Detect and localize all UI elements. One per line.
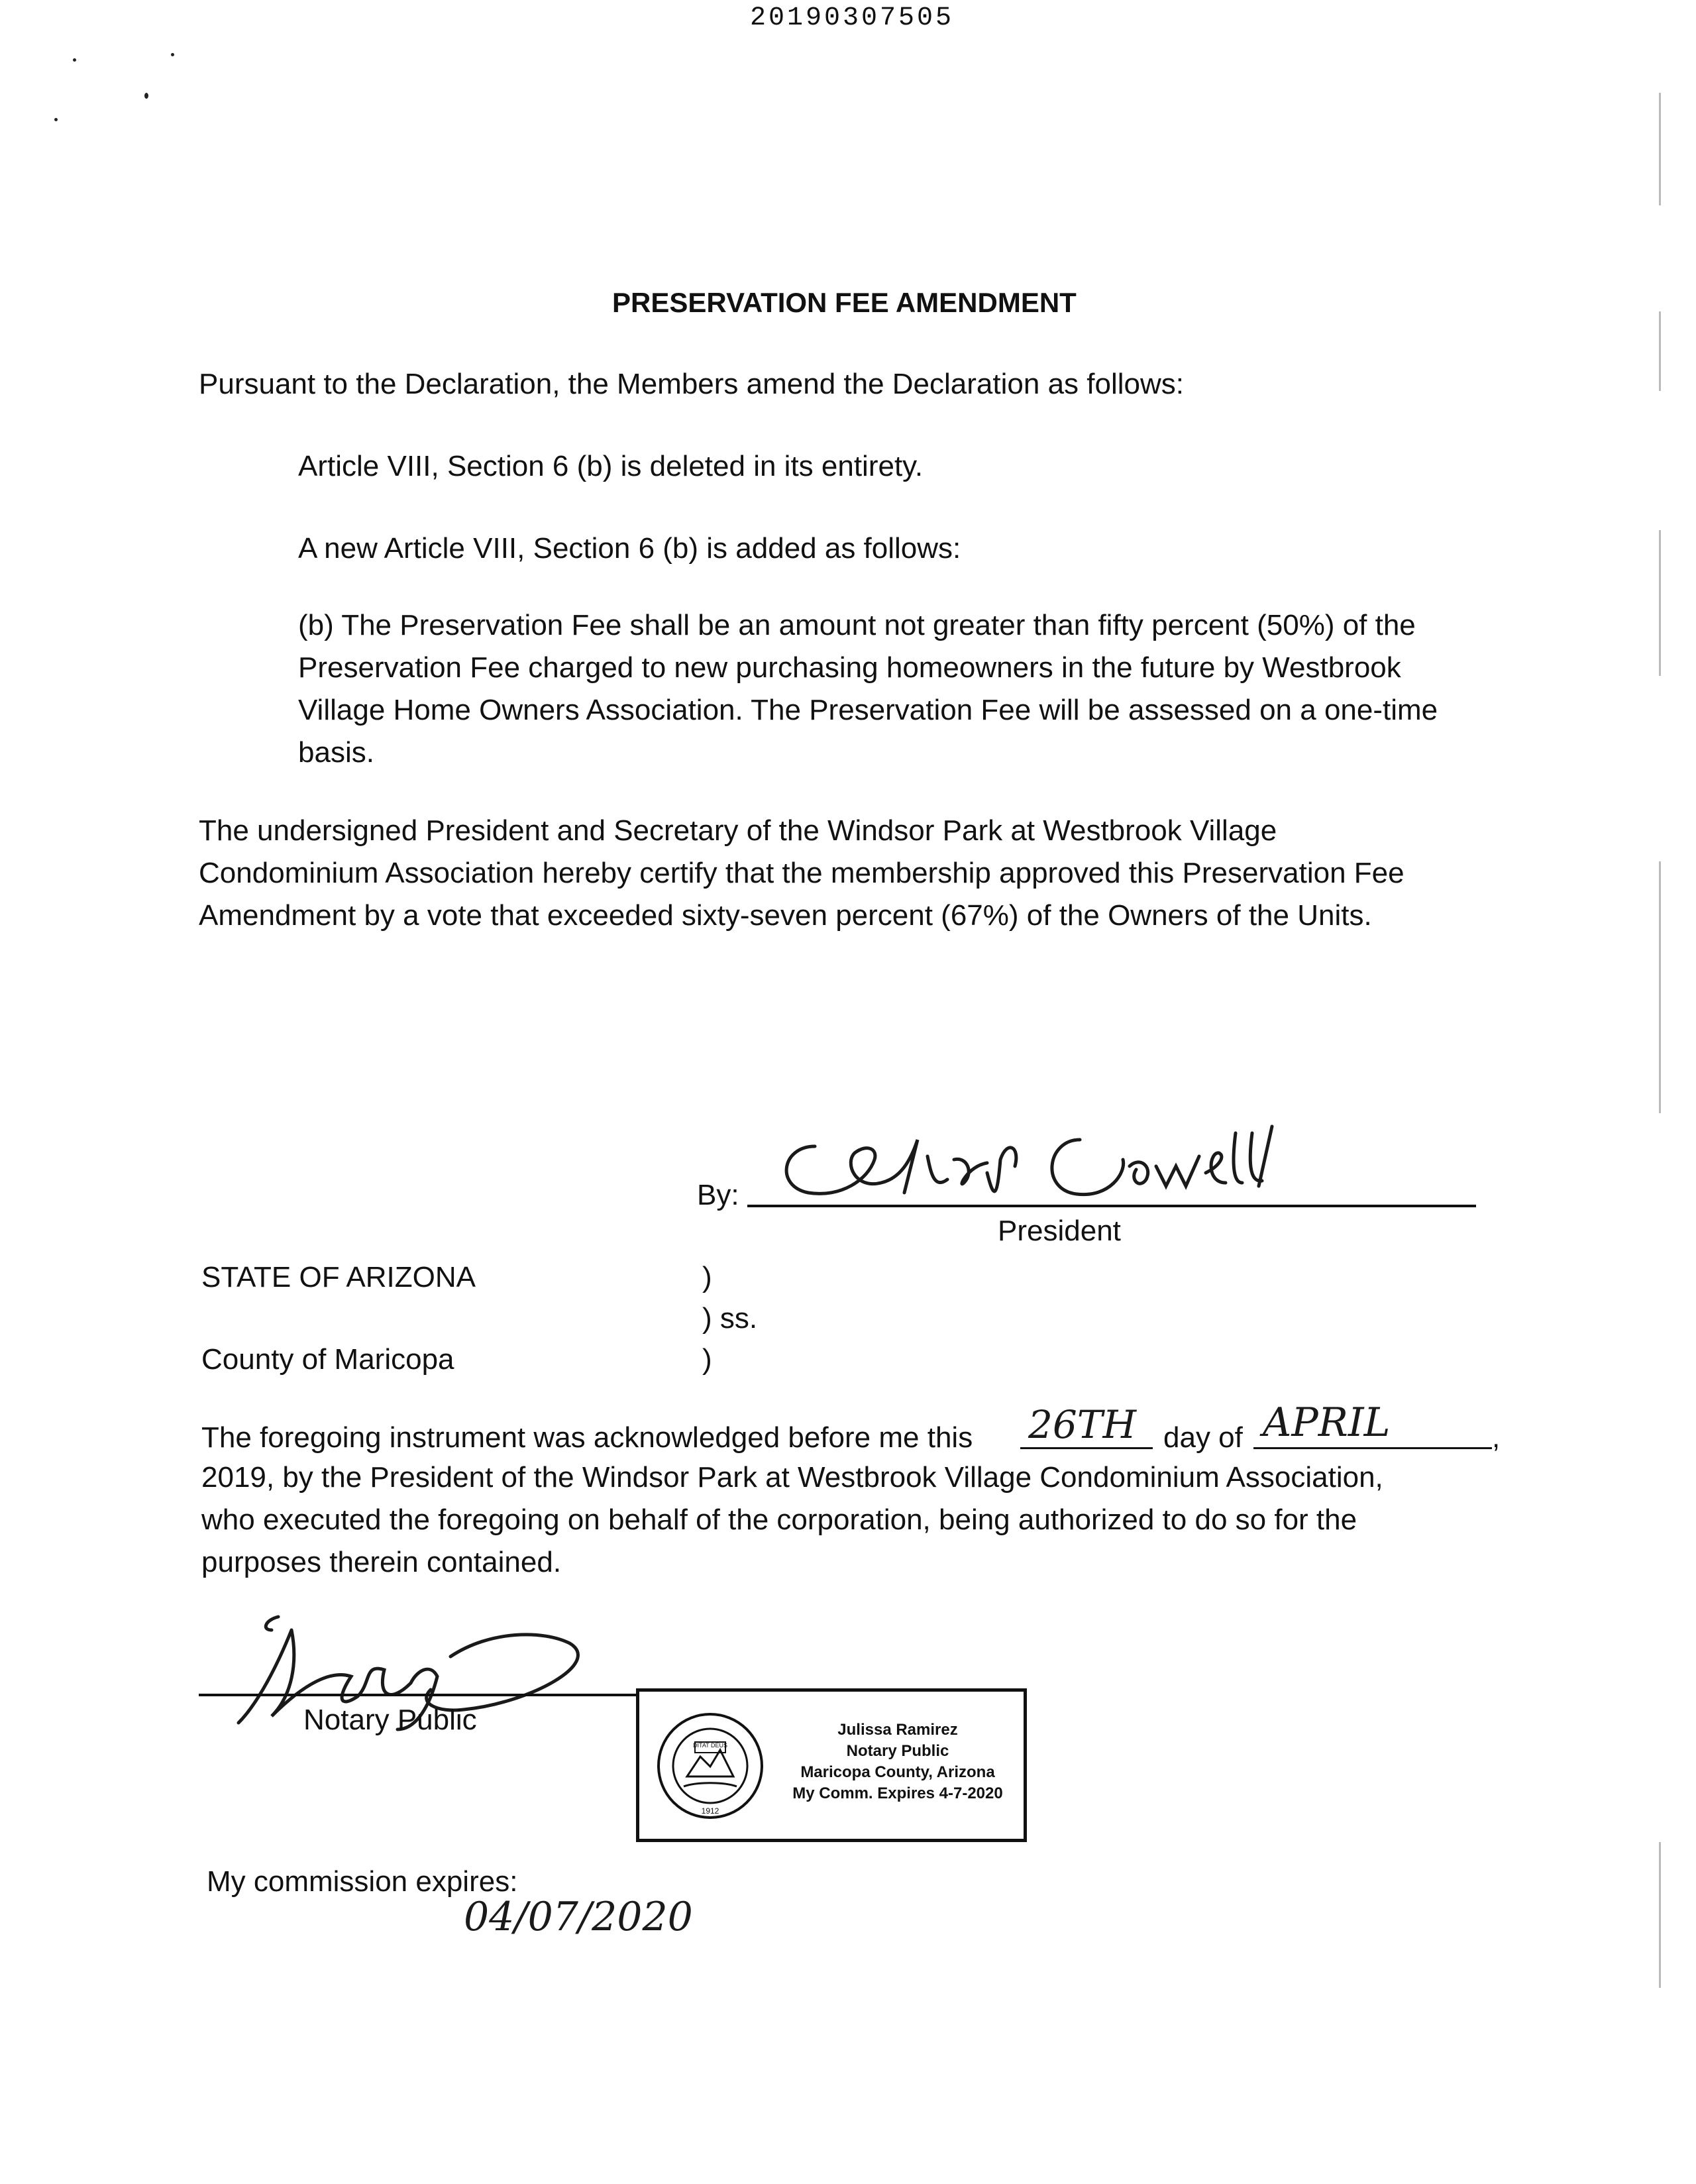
- day-blank-line: [1020, 1447, 1153, 1449]
- new-section-line: Preservation Fee charged to new purchasing homeowners in the future by Westbrook: [298, 651, 1401, 684]
- scan-edge-line: [1659, 93, 1661, 205]
- month-handwritten: APRIL: [1263, 1399, 1391, 1446]
- scan-edge-line: [1659, 311, 1661, 391]
- stamp-expiration: My Comm. Expires 4-7-2020: [792, 1784, 1003, 1802]
- notary-signature-line: [199, 1694, 636, 1696]
- acknowledgment-comma: ,: [1492, 1421, 1501, 1454]
- new-section-line: Village Home Owners Association. The Preservation Fee will be assessed on a one-time: [298, 694, 1438, 726]
- intro-text: Pursuant to the Declaration, the Members amend the Declaration as follows:: [199, 368, 1184, 400]
- document-number: 20190307505: [750, 3, 955, 33]
- certification-text: [199, 810, 1404, 937]
- scan-edge-line: [1659, 530, 1661, 676]
- venue-state: STATE OF ARIZONA: [201, 1261, 476, 1293]
- stamp-notary-title: Notary Public: [846, 1742, 949, 1760]
- acknowledgment-line: purposes therein contained.: [201, 1546, 562, 1578]
- acknowledgment-intro: The foregoing instrument was acknowledged before me this: [201, 1421, 973, 1454]
- president-signature-drawing: [768, 1120, 1312, 1206]
- certification-line: The undersigned President and Secretary of the Windsor Park at Westbrook Village: [199, 814, 1277, 847]
- stamp-notary-name: Julissa Ramirez: [837, 1721, 958, 1739]
- amendment-item-delete: Article VIII, Section 6 (b) is deleted in its entirety.: [298, 450, 924, 482]
- notary-stamp: [636, 1688, 1027, 1842]
- president-title: President: [998, 1215, 1121, 1247]
- scan-edge-line: [1659, 1007, 1661, 1113]
- month-blank-line: [1253, 1447, 1492, 1449]
- day-handwritten: 26TH: [1028, 1402, 1137, 1447]
- acknowledgment-line: 2019, by the President of the Windsor Park at Westbrook Village Condominium Association,: [201, 1461, 1383, 1494]
- seal-ring-text: [654, 1704, 767, 1828]
- acknowledgment-text: [201, 1456, 1383, 1584]
- document-title: PRESERVATION FEE AMENDMENT: [612, 287, 1077, 318]
- notary-label: Notary Public: [303, 1704, 477, 1736]
- commission-date-handwritten: 04/07/2020: [464, 1894, 693, 1940]
- new-section-line: (b) The Preservation Fee shall be an amount not greater than fifty percent (50%) of the: [298, 609, 1416, 641]
- stamp-county: Maricopa County, Arizona: [800, 1763, 995, 1781]
- certification-line: Amendment by a vote that exceeded sixty-seven percent (67%) of the Owners of the Units.: [199, 899, 1372, 932]
- scan-speck: [171, 53, 174, 56]
- venue-ss: ) ss.: [702, 1302, 758, 1335]
- venue-paren: ): [702, 1343, 712, 1376]
- certification-line: Condominium Association hereby certify that the membership approved this Preservation Fee: [199, 857, 1404, 889]
- acknowledgment-line: who executed the foregoing on behalf of the corporation, being authorized to do so for the: [201, 1503, 1357, 1536]
- by-label: By:: [697, 1179, 739, 1211]
- new-section-text: [298, 604, 1438, 774]
- amendment-item-add: A new Article VIII, Section 6 (b) is added as follows:: [298, 532, 961, 565]
- stamp-text: [772, 1720, 1024, 1804]
- new-section-line: basis.: [298, 736, 374, 769]
- seal-year: 1912: [701, 1806, 719, 1816]
- scan-speck: [54, 118, 58, 121]
- scan-edge-line: [1659, 1842, 1661, 1988]
- acknowledgment-day-of: day of: [1163, 1421, 1243, 1454]
- scan-speck: [144, 93, 148, 99]
- scan-speck: [73, 58, 76, 62]
- commission-label: My commission expires:: [207, 1865, 518, 1898]
- seal-motto: DITAT DEUS: [692, 1742, 728, 1749]
- venue-county: County of Maricopa: [201, 1343, 454, 1376]
- venue-paren: ): [702, 1261, 712, 1293]
